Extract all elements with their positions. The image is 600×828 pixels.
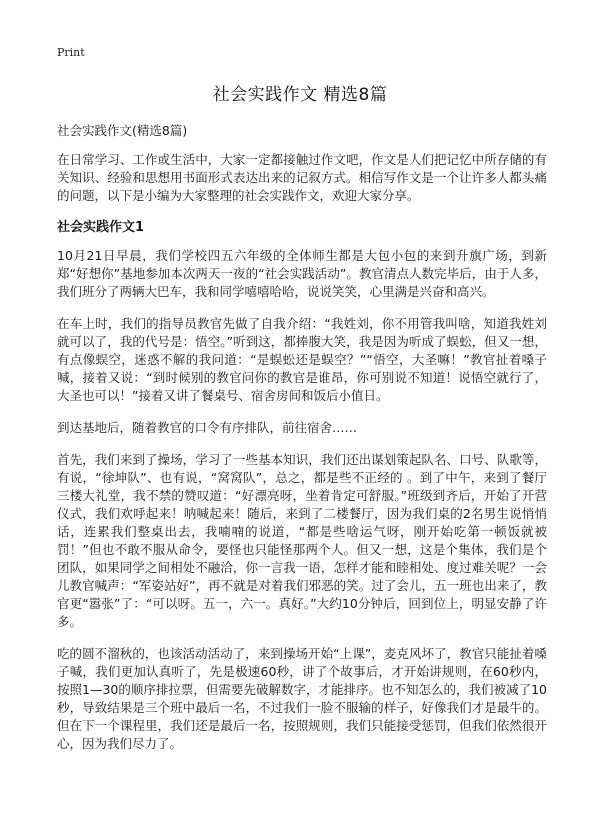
body-paragraph: 到达基地后，随着教官的口令有序排队，前往宿舍…… <box>57 420 358 435</box>
intro-paragraph: 在日常学习、工作或生活中，大家一定都接触过作文吧，作文是人们把记忆中所存储的有关知识、经验和思想用书面形式表达出来的记叙方式。相信写作文是一个让许多人都头痛的问题，以下是小编为大家整理的社会实践作文，欢迎大家分享。 <box>57 152 547 203</box>
body-paragraph: 首先，我们来到了操场，学习了一些基本知识，我们还出谋划策起队名、口号、队歌等，有说，“徐坤队”、也有说，“窝窝队”，总之，都是些不正经的 。到了中午，来到了餐厅三楼大礼堂，我不禁的赞叹道：“好漂亮呀，坐着肯定可舒服。”班级到齐后，开始了开营仪式，我们欢呼起来！呐喊起来！随后，来到了二楼餐厅，因为我们桌的2名男生说悄悄话，连累我们整桌出去，我喃喃的说道，“都是些啥运气呀，刚开始吃第一顿饭就被罚！”但也不敢不服从命令，要怪也只能怪那两个人。但又一想，这是个集体，我们是个团队，如果同学之间相处不融洽，你一言我一语，怎样才能和睦相处、度过难关呢？一会儿教官喊声：“军姿站好”，再不就是对着我们邪恶的笑。过了会儿，五一班也出来了，教官更“嚣张”了：“可以呀。五一，六一。真好。”大约10分钟后，回到位上，明显安静了许多。 <box>57 452 547 629</box>
body-paragraph: 10月21日早晨，我们学校四五六年级的全体师生都是大包小包的来到升旗广场，到新郑“好想你”基地参加本次两天一夜的“社会实践活动”。教官清点人数完毕后，由于人多，我们班分了两辆大巴车，我和同学嘻嘻哈哈，说说笑笑，心里满是兴奋和高兴。 <box>57 248 547 299</box>
section-heading: 社会实践作文1 <box>57 220 145 235</box>
body-paragraph: 在车上时，我们的指导员教官先做了自我介绍：“我姓刘，你不用管我叫啥，知道我姓刘就可以了，我的代号是：悟空。”听到这，都捧腹大笑，我是因为听成了蜈蚣，但又一想，有点像蜈空，迷惑不解的我问道：“是蜈蚣还是蜈空？”“悟空，大圣嘛！”教官扯着嗓子喊，接着又说：“到时候别的教官问你的教官是谁昂，你可别说不知道！说悟空就行了，大圣也可以！”接着又讲了餐桌号、宿舍房间和饭后小值日。 <box>57 316 547 403</box>
document-subtitle: 社会实践作文(精选8篇) <box>57 123 188 138</box>
print-label: Print <box>57 46 85 59</box>
document-title: 社会实践作文 精选8篇 <box>212 85 388 105</box>
document-body <box>57 151 547 753</box>
body-paragraph: 吃的圆不溜秋的，也该活动活动了，来到操场开始“上课”，麦克风坏了，教官只能扯着嗓子喊，我们更加认真听了，先是极速60秒，讲了个故事后，才开始讲规则，在60秒内，按照1—30的顺序排拉票，但需要先破解数字，才能排序。也不知怎么的，我们被减了10秒，导致结果是三个班中最后一名，不过我们一脸不服输的样子，好像我们才是最牛的。但在下一个课程里，我们还是最后一名，按照规则，我们只能接受惩罚，但我们依然很开心，因为我们尽力了。 <box>57 646 547 751</box>
